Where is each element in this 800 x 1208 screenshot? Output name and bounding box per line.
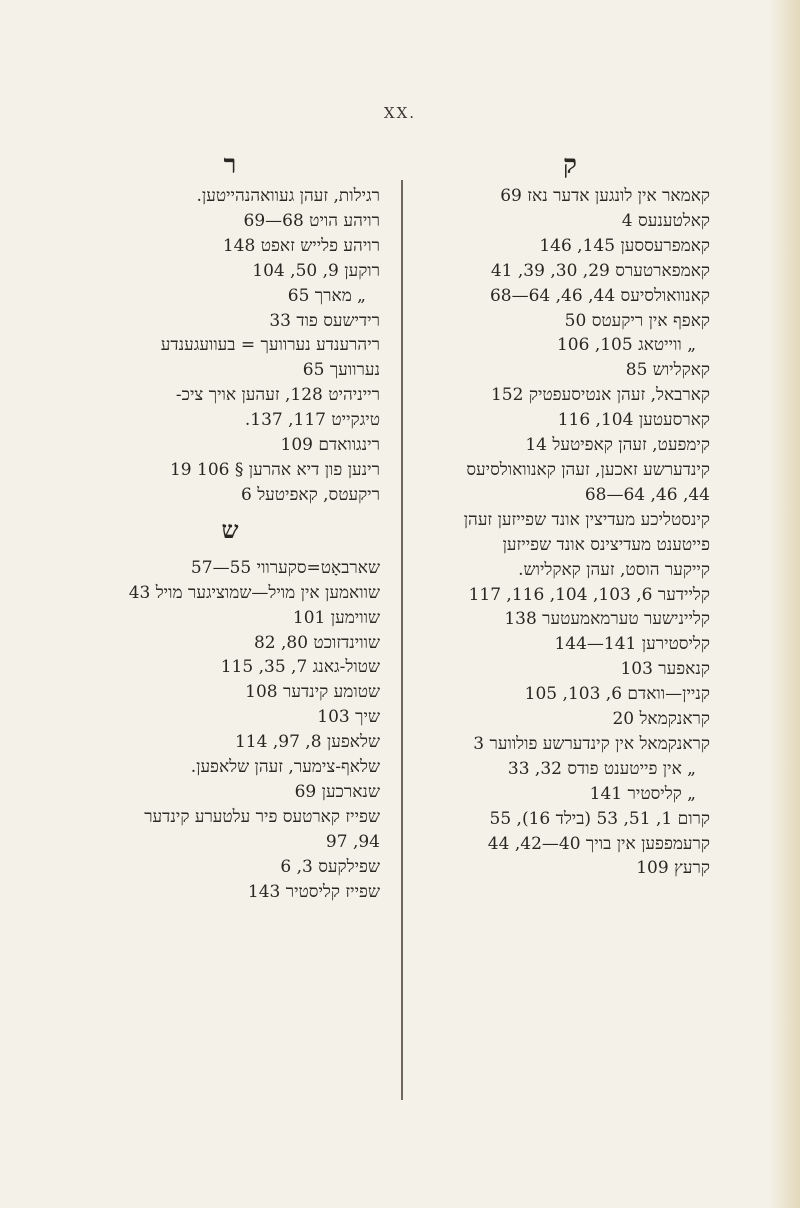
index-entry: שוואמען אין מויל—שמוציגער מויל 43 — [128, 582, 380, 603]
index-entry: שלאפען 8, 97, 114 — [234, 732, 380, 753]
index-entry: קראנקמאל 20 — [612, 709, 710, 730]
index-entry: קראנקמאל אין קינדערשע פולווער 3 — [473, 733, 710, 754]
index-entry: קליסטירען 141—144 — [554, 634, 710, 655]
index-entry: קאקליוש 85 — [625, 360, 710, 381]
index-entry: ריהרענדע נערוועך = בעוועגענדע — [160, 335, 380, 356]
index-entry: שטול-גאנג 7, 35, 115 — [220, 657, 380, 678]
section-letter-kuf: ק — [563, 150, 577, 180]
paper-edge-shading — [768, 0, 800, 1208]
index-entry: רידישעס פוד 33 — [269, 310, 380, 331]
index-entry: ריקעטס, קאפיטעל 6 — [240, 484, 380, 505]
index-entry: קאנוואולסיעס 44, 46, 64—68 — [489, 285, 710, 306]
index-entry: שארבאָט=סקערווי 55—57 — [190, 557, 380, 578]
index-entry: שווימען 101 — [292, 607, 380, 628]
index-entry: „ אין פייטענט פודס 32, 33 — [507, 758, 696, 779]
index-entry: קאלטענעס 4 — [621, 210, 710, 231]
index-entry: קרום 1, 51, 53 (בילד 16), 55 — [489, 808, 710, 829]
index-entry: שלאף-צימער, זעהן שלאפען. — [190, 757, 380, 778]
index-column-kuf — [430, 148, 710, 881]
index-entry: קליידער 6, 103, 104, 116, 117 — [468, 584, 710, 605]
index-entry: קליינישער טערמאמעטער 138 — [504, 609, 710, 630]
index-entry-continuation: טיגקייט 117, 137. — [244, 410, 380, 431]
index-entry: שטומע קינדער 108 — [245, 682, 380, 703]
index-entry: שפייז קליסטיר 143 — [247, 881, 380, 902]
index-entry: קרעץ 109 — [636, 858, 710, 879]
index-entry: קינדערשע זאכען, זעהן קאנוואולסיעס — [466, 459, 710, 480]
section-letter-reish: ר — [223, 150, 237, 180]
index-entry: קארסעטען 104, 116 — [557, 410, 710, 431]
index-entry: קאמפרעססען 145, 146 — [539, 235, 710, 256]
index-entry: רגילות, זעהן געוואהנהייטען. — [196, 186, 380, 206]
index-entry: קינסטליכע מעדיצין אונד שפייזען זעהן — [463, 509, 710, 530]
index-entry: רויהע פלייש זאפט 148 — [222, 235, 380, 256]
index-entry: שנארכען 69 — [294, 781, 380, 802]
index-entry: קאמפארטערס 29, 30, 39, 41 — [490, 260, 710, 281]
section-letter-shin: ש — [221, 514, 239, 544]
index-entry-continuation: פייטענט מעדיצינס אונד שפייזען — [502, 534, 710, 555]
index-entry: „ מארך 65 — [287, 285, 366, 306]
page-number: XX. — [383, 104, 417, 122]
index-entry: קארבאל, זעהן אנטיסעפטיק 152 — [490, 385, 710, 406]
index-entry: רייניהיט 128, זעהען אויך ציכ- — [175, 385, 380, 406]
index-entry-continuation: נערוועך 65 — [302, 360, 380, 381]
index-entry: רינגוואדם 109 — [280, 435, 380, 456]
index-entry: רויהע הויט 68—69 — [243, 210, 380, 231]
index-entry: קניין—וואדם 6, 103, 105 — [524, 684, 710, 705]
index-entry: קאמאר אין לונגען אדער נאז 69 — [500, 186, 710, 206]
index-entry: „ ווייטאג 105, 106 — [556, 335, 696, 356]
column-divider — [401, 180, 403, 1100]
index-entry: קרעמפפען אין בויך 40—42, 44 — [487, 833, 710, 854]
index-entry: קאפף אין ריקעטס 50 — [564, 310, 710, 331]
index-entry: „ קליסטיר 141 — [589, 783, 696, 804]
index-column-reish-shin — [80, 148, 380, 904]
index-entry: שפייז קארטעס פיר עלטערע קינדער — [144, 806, 380, 827]
index-entry: רוקען 9, 50, 104 — [252, 260, 380, 281]
index-entry: קנאפער 103 — [620, 659, 710, 680]
index-entry-continuation: 94, 97 — [325, 831, 380, 852]
index-entry: שפילקעס 3, 6 — [280, 856, 380, 877]
index-entry: שווינדזוכט 80, 82 — [253, 632, 380, 653]
index-entry: קייקער הוסט, זעהן קאקליוש. — [518, 559, 710, 580]
index-entry: שיך 103 — [317, 707, 380, 728]
index-entry: קימפעט, זעהן קאפיטעל 14 — [525, 435, 710, 456]
index-entry-continuation: 44, 46, 64—68 — [584, 484, 710, 505]
index-entry: רינען פון דיא אהרען § 106 19 — [169, 459, 380, 480]
